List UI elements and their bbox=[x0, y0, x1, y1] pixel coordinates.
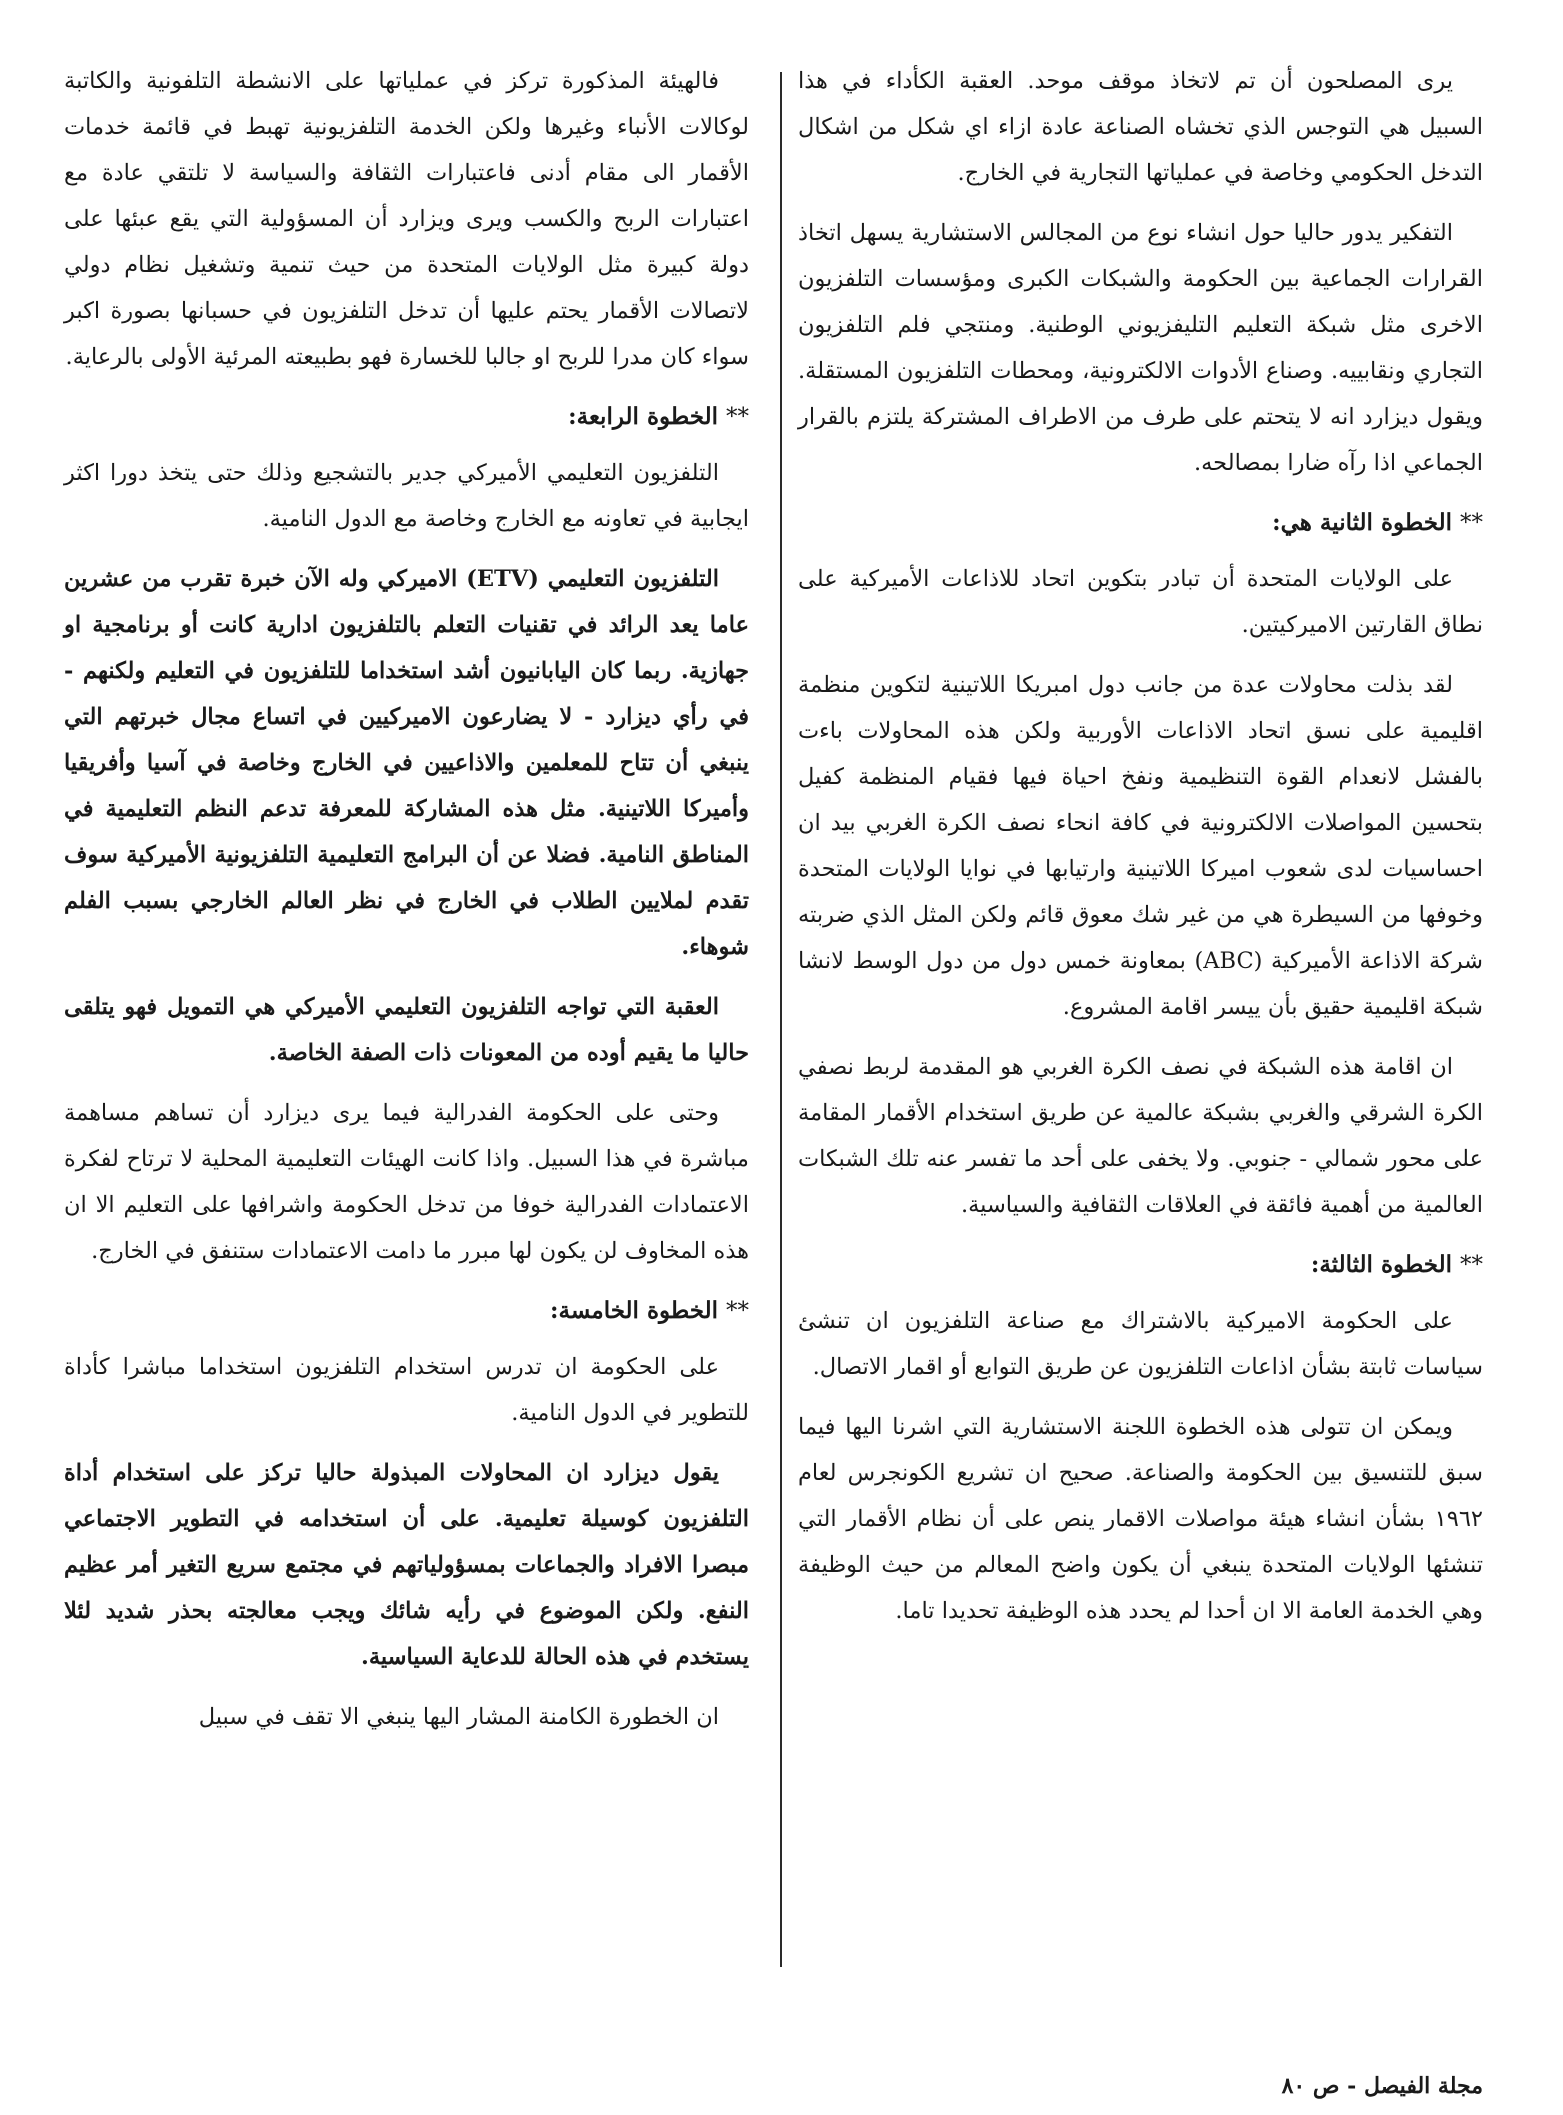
heading-mark: ** bbox=[1460, 510, 1483, 536]
paragraph: ان اقامة هذه الشبكة في نصف الكرة الغربي هو المقدمة لربط نصفي الكرة الشرقي والغربي بشبكة عالمية عن طريق استخدام الأقمار المقامة على محور شمالي - جنوبي. ولا يخفى على أحد ما تفسر عنه تلك الشبكات العالمية من أهمية فائقة في العلاقات الثقافية والسياسية. bbox=[798, 1054, 1483, 1218]
paragraph: يرى المصلحون أن تم لاتخاذ موقف موحد. العقبة الكأداء في هذا السبيل هي التوجس الذي تخشاه الصناعة عادة ازاء اي شكل من اشكال التدخل الحكومي وخاصة في عملياتها التجارية في الخارج. bbox=[798, 68, 1483, 186]
section-heading bbox=[64, 394, 749, 440]
paragraph: ويمكن ان تتولى هذه الخطوة اللجنة الاستشارية التي اشرنا اليها فيما سبق للتنسيق بين الحكومة والصناعة. صحيح ان تشريع الكونجرس لعام ١٩٦٢ بشأن انشاء هيئة مواصلات الاقمار ينص على أن نظام الأقمار التي تنشئها الولايات المتحدة ينبغي أن يكون واضح المعالم من حيث الوظيفة وهي الخدمة العامة الا ان أحدا لم يحدد هذه الوظيفة تحديدا تاما. bbox=[798, 1414, 1483, 1624]
heading-text: الخطوة الرابعة: bbox=[568, 403, 718, 430]
right-column bbox=[798, 58, 1483, 1648]
page-footer: مجلة الفيصل - ص ٨٠ bbox=[1281, 2073, 1483, 2099]
heading-text: الخطوة الخامسة: bbox=[550, 1297, 718, 1324]
heading-text: الخطوة الثانية هي: bbox=[1272, 509, 1452, 536]
column-divider bbox=[780, 72, 782, 1967]
paragraph: فالهيئة المذكورة تركز في عملياتها على الانشطة التلفونية والكاتبة لوكالات الأنباء وغيرها ولكن الخدمة التلفزيونية تهبط في قائمة خدمات الأقمار الى مقام أدنى فاعتبارات الثقافة والسياسة لا تلتقي عادة مع اعتبارات الربح والكسب ويرى ويزارد أن المسؤولية التي يقع عبئها على دولة كبيرة مثل الولايات المتحدة من حيث تنمية وتشغيل نظام دولي لاتصالات الأقمار يحتم عليها أن تدخل التلفزيون في حسبانها بصورة اكبر سواء كان مدرا للربح او جالبا للخسارة فهو بطبيعته المرئية الأولى بالرعاية. bbox=[64, 68, 749, 370]
paragraph: التفكير يدور حاليا حول انشاء نوع من المجالس الاستشارية يسهل اتخاذ القرارات الجماعية بين الحكومة والشبكات الكبرى ومؤسسات التلفزيون الاخرى مثل شبكة التعليم التليفزيوني الوطنية. ومنتجي فلم التلفزيون التجاري ونقابييه. وصناع الأدوات الالكترونية، ومحطات التلفزيون المستقلة. ويقول ديزارد انه لا يتحتم على طرف من الاطراف المشتركة يلتزم بالقرار الجماعي اذا رآه ضارا بمصالحه. bbox=[798, 220, 1483, 476]
heading-mark: ** bbox=[726, 1298, 749, 1324]
heading-text: الخطوة الثالثة: bbox=[1310, 1251, 1452, 1278]
section-heading bbox=[64, 1288, 749, 1334]
section-heading bbox=[798, 500, 1483, 546]
paragraph: على الولايات المتحدة أن تبادر بتكوين اتحاد للاذاعات الأميركية على نطاق القارتين الاميركيتين. bbox=[798, 566, 1483, 638]
paragraph: على الحكومة ان تدرس استخدام التلفزيون استخداما مباشرا كأداة للتطوير في الدول النامية. bbox=[64, 1354, 749, 1426]
left-column bbox=[64, 58, 749, 1754]
paragraph: على الحكومة الاميركية بالاشتراك مع صناعة التلفزيون ان تنشئ سياسات ثابتة بشأن اذاعات التلفزيون عن طريق التوابع أو اقمار الاتصال. bbox=[798, 1308, 1483, 1380]
paragraph: وحتى على الحكومة الفدرالية فيما يرى ديزارد أن تساهم مساهمة مباشرة في هذا السبيل. واذا كانت الهيئات التعليمية المحلية لا ترتاح لفكرة الاعتمادات الفدرالية خوفا من تدخل الحكومة واشرافها على التعليم الا ان هذه المخاوف لن يكون لها مبرر ما دامت الاعتمادات ستنفق في الخارج. bbox=[64, 1100, 749, 1264]
heading-mark: ** bbox=[1460, 1252, 1483, 1278]
paragraph: التلفزيون التعليمي (ETV) الاميركي وله الآن خبرة تقرب من عشرين عاما يعد الرائد في تقنيات التعلم بالتلفزيون ادارية كانت أو برنامجية او جهازية. ربما كان اليابانيون أشد استخداما للتلفزيون في التعليم ولكنهم - في رأي ديزارد - لا يضارعون الاميركيين في اتساع مجال خبرتهم التي ينبغي أن تتاح للمعلمين والاذاعيين في الخارج وخاصة في آسيا وأفريقيا وأميركا اللاتينية. مثل هذه المشاركة للمعرفة تدعم النظم التعليمية في المناطق النامية. فضلا عن أن البرامج التعليمية التلفزيونية الأميركية سوف تقدم لملايين الطلاب في الخارج في نظر العالم الخارجي بسبب الفلم شوهاء. bbox=[64, 566, 749, 960]
paragraph: العقبة التي تواجه التلفزيون التعليمي الأميركي هي التمويل فهو يتلقى حاليا ما يقيم أوده من المعونات ذات الصفة الخاصة. bbox=[64, 994, 749, 1066]
paragraph: ان الخطورة الكامنة المشار اليها ينبغي الا تقف في سبيل bbox=[198, 1704, 719, 1730]
paragraph: يقول ديزارد ان المحاولات المبذولة حاليا تركز على استخدام أداة التلفزيون كوسيلة تعليمية. على أن استخدامه في التطوير الاجتماعي مبصرا الافراد والجماعات بمسؤولياتهم في مجتمع سريع التغير أمر عظيم النفع. ولكن الموضوع في رأيه شائك ويجب معالجته بحذر شديد لئلا يستخدم في هذه الحالة للدعاية السياسية. bbox=[64, 1460, 749, 1670]
paragraph: لقد بذلت محاولات عدة من جانب دول امبريكا اللاتينية لتكوين منظمة اقليمية على نسق اتحاد الاذاعات الأوربية ولكن هذه المحاولات باءت بالفشل لانعدام القوة التنظيمية ونفخ احياة فيها فقيام المنظمة كفيل بتحسين المواصلات الالكترونية في كافة انحاء نصف الكرة الغربي بيد ان احساسيات لدى شعوب اميركا اللاتينية وارتيابها في نوايا الولايات المتحدة وخوفها من السيطرة هي من غير شك معوق قائم ولكن المثل الذي ضربته شركة الاذاعة الأميركية (ABC) بمعاونة خمس دول من دول الوسط لانشا شبكة اقليمية حقيق بأن ييسر اقامة المشروع. bbox=[798, 672, 1483, 1020]
section-heading bbox=[798, 1242, 1483, 1288]
paragraph: التلفزيون التعليمي الأميركي جدير بالتشجيع وذلك حتى يتخذ دورا اكثر ايجابية في تعاونه مع الخارج وخاصة مع الدول النامية. bbox=[64, 460, 749, 532]
heading-mark: ** bbox=[726, 404, 749, 430]
